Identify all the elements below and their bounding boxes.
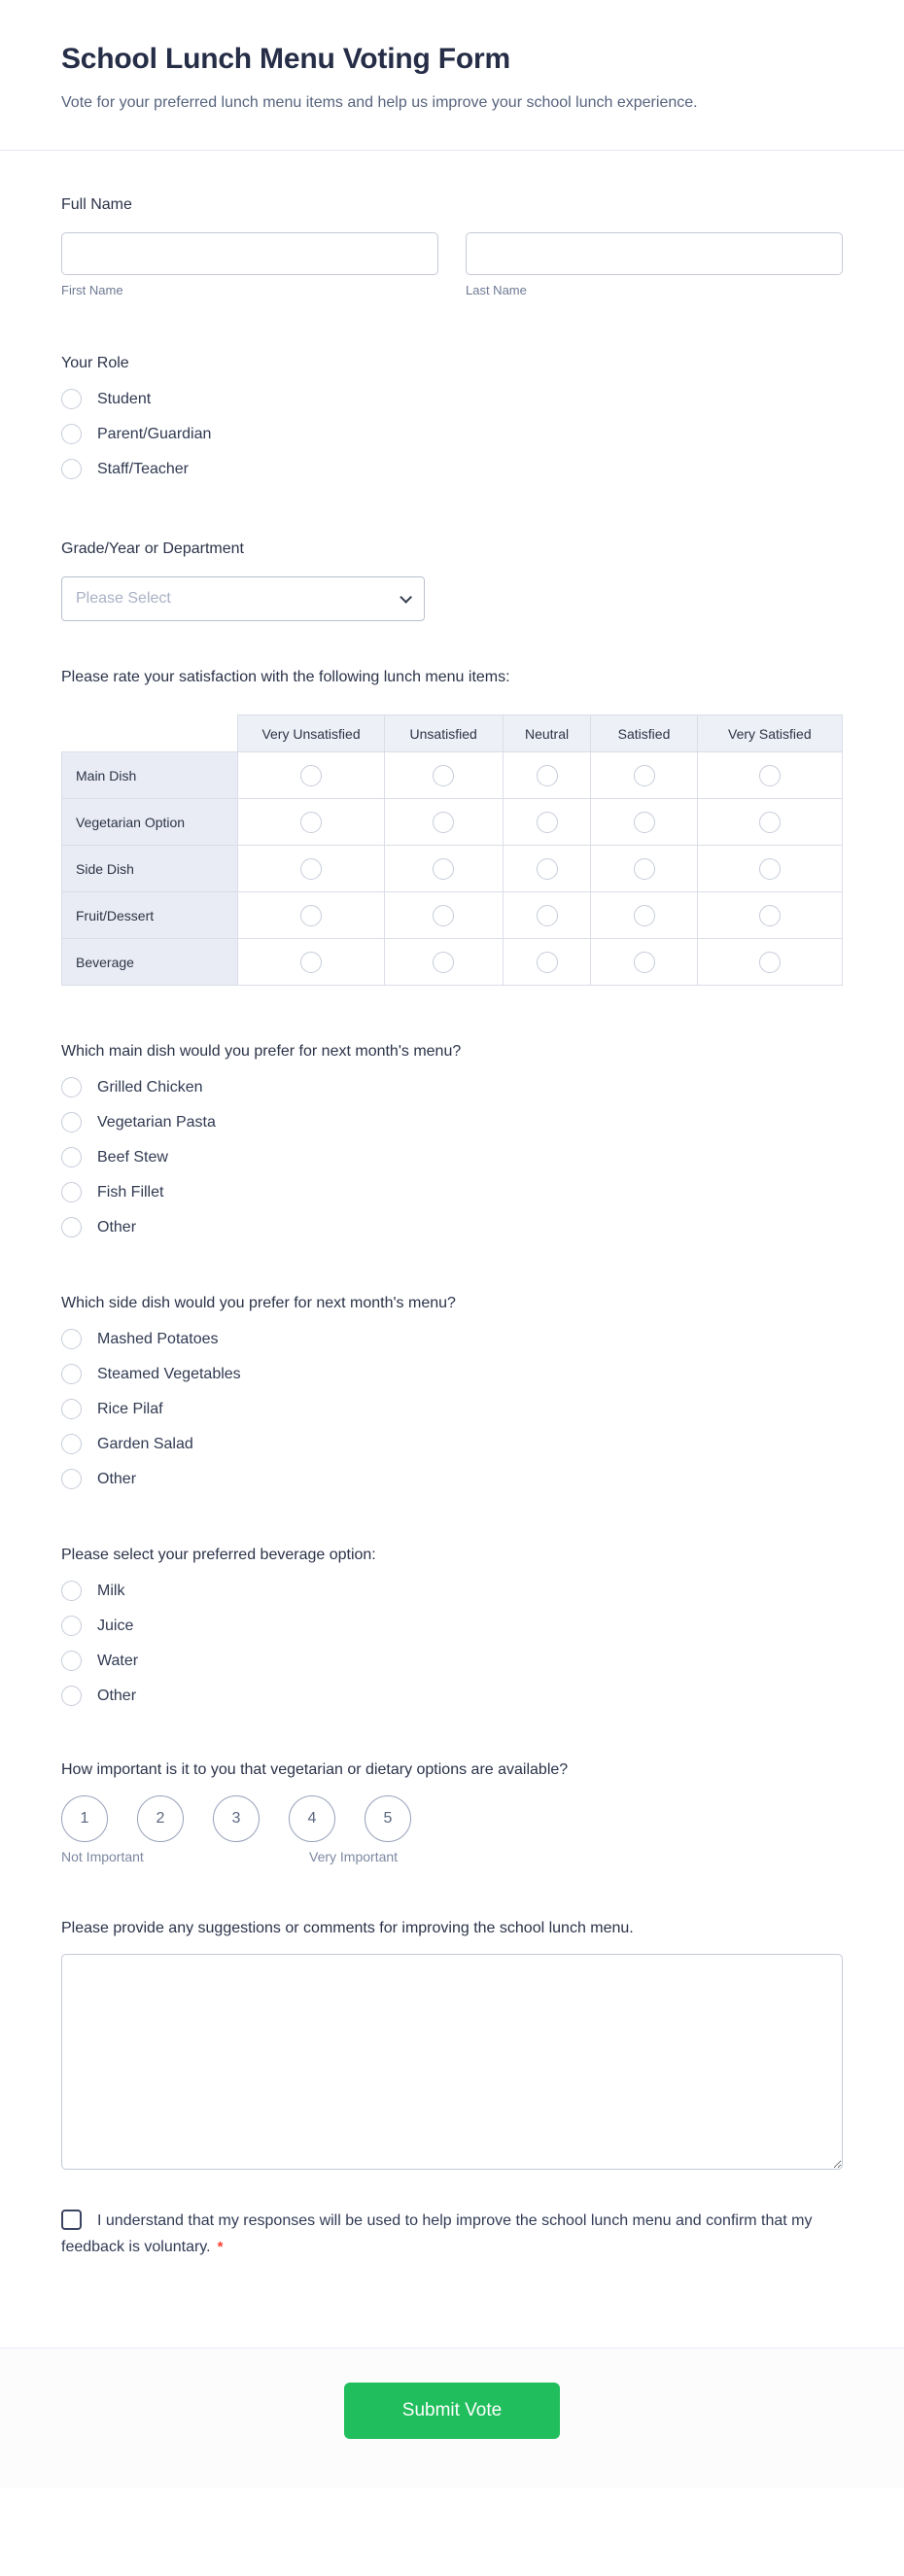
option-label: Other: [97, 1470, 137, 1487]
radio-icon: [61, 424, 82, 444]
main-dish-section: [61, 1042, 843, 1237]
table-row: [62, 846, 843, 892]
radio-icon: [61, 1581, 82, 1601]
radio-icon: [61, 1399, 82, 1419]
rating-radio[interactable]: [433, 765, 454, 786]
column-header: Unsatisfied: [384, 715, 503, 752]
rating-radio[interactable]: [300, 905, 322, 926]
option-label: Garden Salad: [97, 1435, 193, 1452]
beverage-options: [61, 1581, 843, 1706]
satisfaction-section: [61, 668, 843, 986]
form-subtitle: Vote for your preferred lunch menu items and help us improve your school lunch experience.: [61, 94, 698, 111]
rating-radio[interactable]: [537, 765, 558, 786]
grade-section: [61, 540, 843, 621]
grade-select-placeholder: Please Select: [76, 590, 171, 607]
rating-radio[interactable]: [537, 858, 558, 880]
option-label: Steamed Vegetables: [97, 1365, 241, 1382]
main-dish-option-other[interactable]: [61, 1217, 843, 1237]
option-label: Other: [97, 1218, 137, 1236]
comments-label: Please provide any suggestions or comments for improving the school lunch menu.: [61, 1920, 634, 1936]
option-label: Fish Fillet: [97, 1183, 164, 1201]
main-dish-option-fish-fillet[interactable]: [61, 1182, 843, 1202]
option-label: Water: [97, 1652, 139, 1669]
rating-radio[interactable]: [759, 765, 781, 786]
radio-icon: [61, 1147, 82, 1167]
page-title: School Lunch Menu Voting Form: [61, 43, 510, 75]
rating-radio[interactable]: [759, 905, 781, 926]
main-dish-option-vegetarian-pasta[interactable]: [61, 1112, 843, 1132]
radio-icon: [61, 459, 82, 479]
importance-scale: [61, 1795, 843, 1842]
first-name-field[interactable]: [61, 232, 438, 275]
beverage-option-other[interactable]: [61, 1686, 843, 1706]
column-header: Very Unsatisfied: [238, 715, 384, 752]
grade-label: Grade/Year or Department: [61, 540, 244, 557]
side-dish-label: Which side dish would you prefer for next month's menu?: [61, 1295, 456, 1311]
option-label: Grilled Chicken: [97, 1078, 203, 1096]
role-label: Your Role: [61, 355, 129, 371]
rating-radio[interactable]: [759, 952, 781, 973]
fullname-inputs-row: [61, 232, 843, 297]
last-name-col: [466, 232, 843, 297]
main-dish-option-grilled-chicken[interactable]: [61, 1077, 843, 1097]
radio-icon: [61, 1329, 82, 1349]
role-option-staff-teacher[interactable]: [61, 459, 843, 479]
scale-option-1[interactable]: 1: [61, 1795, 108, 1842]
satisfaction-table: [61, 714, 843, 986]
option-label: Parent/Guardian: [97, 425, 212, 442]
radio-icon: [61, 1112, 82, 1132]
option-label: Staff/Teacher: [97, 460, 189, 477]
role-option-parent-guardian[interactable]: [61, 424, 843, 444]
rating-radio[interactable]: [433, 858, 454, 880]
rating-radio[interactable]: [759, 858, 781, 880]
last-name-sublabel: Last Name: [466, 283, 527, 297]
beverage-option-water[interactable]: [61, 1651, 843, 1671]
radio-icon: [61, 1364, 82, 1384]
column-header: Satisfied: [591, 715, 697, 752]
form-footer: [0, 2348, 904, 2488]
radio-icon: [61, 1651, 82, 1671]
rating-radio[interactable]: [634, 812, 655, 833]
option-label: Student: [97, 390, 152, 407]
last-name-field[interactable]: [466, 232, 843, 275]
satisfaction-label: Please rate your satisfaction with the following lunch menu items:: [61, 669, 510, 685]
rating-radio[interactable]: [634, 765, 655, 786]
rating-radio[interactable]: [634, 952, 655, 973]
beverage-section: [61, 1546, 843, 1706]
rating-radio[interactable]: [537, 952, 558, 973]
beverage-option-milk[interactable]: [61, 1581, 843, 1601]
side-dish-option-rice-pilaf[interactable]: [61, 1399, 843, 1419]
rating-radio[interactable]: [300, 812, 322, 833]
comments-textarea[interactable]: [61, 1954, 843, 2170]
beverage-option-juice[interactable]: [61, 1616, 843, 1636]
table-row: [62, 799, 843, 846]
radio-icon: [61, 1469, 82, 1489]
rating-radio[interactable]: [433, 905, 454, 926]
side-dish-options: [61, 1329, 843, 1489]
rating-radio[interactable]: [537, 812, 558, 833]
side-dish-option-mashed-potatoes[interactable]: [61, 1329, 843, 1349]
row-label: Vegetarian Option: [62, 799, 238, 846]
rating-radio[interactable]: [300, 858, 322, 880]
role-options: [61, 389, 843, 479]
main-dish-options: [61, 1077, 843, 1237]
beverage-label: Please select your preferred beverage option:: [61, 1547, 376, 1563]
option-label: Beef Stew: [97, 1148, 168, 1166]
table-row: [62, 892, 843, 939]
scale-option-5[interactable]: 5: [365, 1795, 411, 1842]
form-body: [0, 195, 904, 2260]
grade-select[interactable]: [61, 576, 425, 621]
fullname-label: Full Name: [61, 196, 132, 213]
table-row: [62, 939, 843, 986]
form-header: [0, 0, 904, 150]
first-name-sublabel: First Name: [61, 283, 123, 297]
required-asterisk: *: [217, 2239, 224, 2255]
radio-icon: [61, 389, 82, 409]
row-label: Fruit/Dessert: [62, 892, 238, 939]
radio-icon: [61, 1686, 82, 1706]
importance-section: [61, 1760, 843, 1866]
option-label: Juice: [97, 1617, 134, 1634]
radio-icon: [61, 1182, 82, 1202]
radio-icon: [61, 1616, 82, 1636]
rating-radio[interactable]: [634, 858, 655, 880]
radio-icon: [61, 1434, 82, 1454]
radio-icon: [61, 1217, 82, 1237]
rating-radio[interactable]: [759, 812, 781, 833]
first-name-col: [61, 232, 438, 297]
scale-option-3[interactable]: 3: [213, 1795, 260, 1842]
role-section: [61, 354, 843, 479]
scale-option-2[interactable]: 2: [137, 1795, 184, 1842]
side-dish-option-garden-salad[interactable]: [61, 1434, 843, 1454]
table-row: [62, 752, 843, 799]
option-label: Other: [97, 1687, 137, 1704]
rating-radio[interactable]: [300, 952, 322, 973]
consent-section: [61, 2208, 843, 2260]
option-label: Vegetarian Pasta: [97, 1113, 216, 1131]
option-label: Mashed Potatoes: [97, 1330, 219, 1347]
header-divider: [0, 150, 904, 151]
row-label: Side Dish: [62, 846, 238, 892]
main-dish-label: Which main dish would you prefer for next month's menu?: [61, 1043, 462, 1060]
fullname-section: [61, 195, 843, 297]
chevron-down-icon: [400, 591, 412, 604]
main-dish-option-beef-stew[interactable]: [61, 1147, 843, 1167]
scale-min-label: Not Important: [61, 1849, 144, 1864]
importance-label: How important is it to you that vegetarian or dietary options are available?: [61, 1761, 569, 1778]
option-label: Rice Pilaf: [97, 1400, 163, 1417]
option-label: Milk: [97, 1582, 125, 1599]
column-header: Very Satisfied: [697, 715, 842, 752]
side-dish-option-steamed-vegetables[interactable]: [61, 1364, 843, 1384]
scale-option-4[interactable]: 4: [289, 1795, 335, 1842]
consent-checkbox[interactable]: [61, 2210, 82, 2230]
table-header-row: [62, 715, 843, 752]
rating-radio[interactable]: [300, 765, 322, 786]
scale-max-label: Very Important: [309, 1849, 399, 1864]
rating-radio[interactable]: [433, 812, 454, 833]
submit-vote-button[interactable]: Submit Vote: [344, 2383, 560, 2439]
rating-radio[interactable]: [537, 905, 558, 926]
rating-radio[interactable]: [433, 952, 454, 973]
scale-labels: [61, 1849, 440, 1866]
row-label: Beverage: [62, 939, 238, 986]
row-label: Main Dish: [62, 752, 238, 799]
role-option-student[interactable]: [61, 389, 843, 409]
comments-section: [61, 1919, 843, 2175]
column-header: Neutral: [503, 715, 591, 752]
side-dish-section: [61, 1294, 843, 1489]
rating-radio[interactable]: [634, 905, 655, 926]
radio-icon: [61, 1077, 82, 1097]
consent-text: I understand that my responses will be used to help improve the school lunch menu and confirm that my feedback is voluntary.: [61, 2212, 813, 2255]
table-corner-cell: [62, 715, 238, 752]
side-dish-option-other[interactable]: [61, 1469, 843, 1489]
